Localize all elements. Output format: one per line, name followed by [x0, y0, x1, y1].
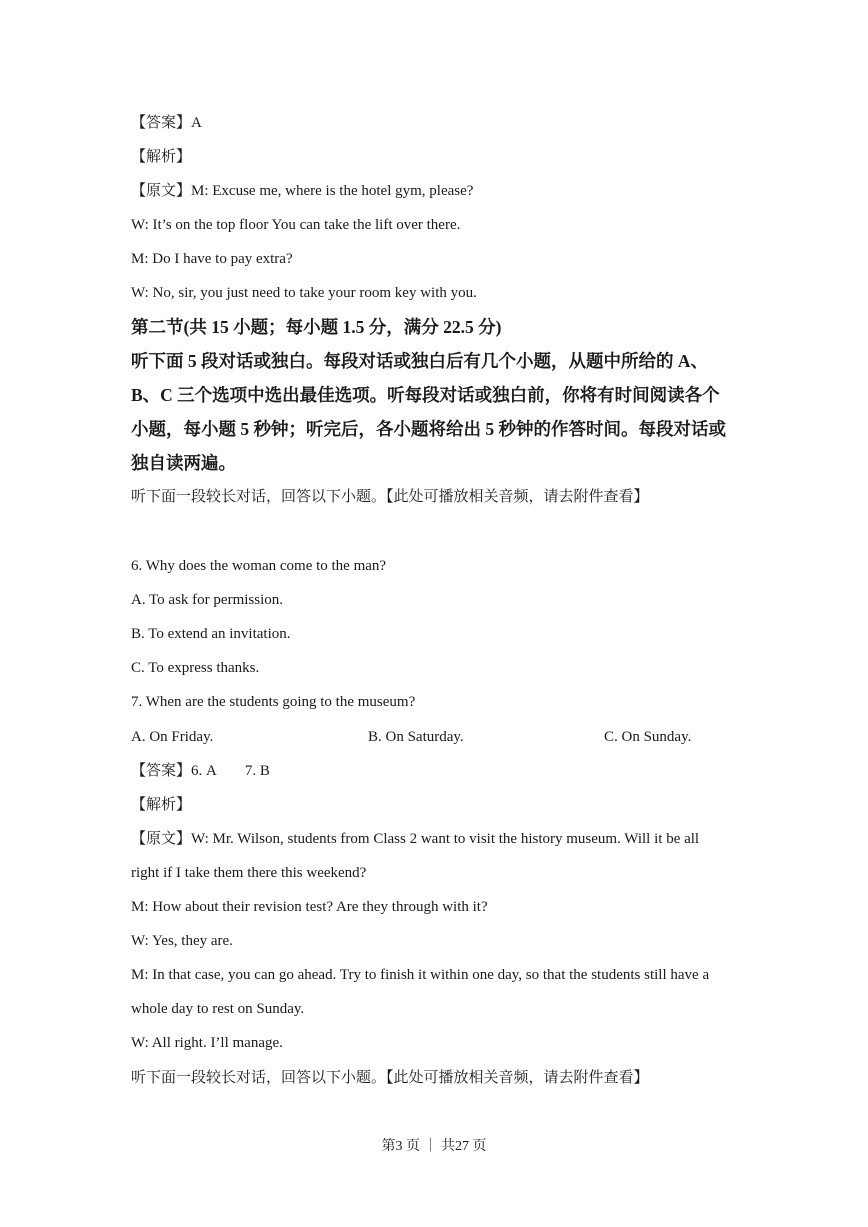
q67-transcript-line: right if I take them there this weekend?	[131, 865, 367, 881]
q7-options	[131, 727, 731, 747]
q7-question: 7. When are the students going to the museum?	[131, 694, 416, 710]
page-footer: 第3 页 ｜ 共27 页	[381, 1139, 487, 1154]
q67-transcript-line	[131, 829, 699, 849]
answer-7: 7. B	[244, 763, 270, 779]
q5-transcript-line: W: No, sir, you just need to take your room key with you.	[131, 285, 477, 301]
section-instructions-line: 小题，每小题 5 秒钟；听完后，各小题将给出 5 秒钟的作答时间。每段对话或	[131, 419, 726, 439]
transcript-text: W: Mr. Wilson, students from Class 2 want to visit the history museum. Will it be all	[191, 831, 700, 847]
q67-transcript-line: whole day to rest on Sunday.	[131, 1001, 305, 1017]
q7-option-c: C. On Sunday.	[604, 729, 692, 745]
section-instructions-line: B、C 三个选项中选出最佳选项。听每段对话或独白前，你将有时间阅读各个	[131, 385, 720, 405]
q67-transcript-line: M: In that case, you can go ahead. Try to finish it within one day, so that the students still have a	[131, 967, 710, 983]
q5-transcript-line	[131, 181, 473, 201]
q6-question: 6. Why does the woman come to the man?	[131, 558, 387, 574]
section-heading: 第二节(共 15 小题；每小题 1.5 分，满分 22.5 分)	[131, 317, 502, 337]
q6-option-a: A. To ask for permission.	[131, 592, 283, 608]
q67-transcript-line: W: All right. I’ll manage.	[131, 1035, 283, 1051]
q7-option-a: A. On Friday.	[131, 729, 214, 745]
q67-transcript-line: M: How about their revision test? Are they through with it?	[131, 899, 488, 915]
q67-analysis-label: 【解析】	[131, 797, 192, 813]
q5-answer	[131, 113, 202, 133]
section-instructions-line: 听下面 5 段对话或独白。每段对话或独白后有几个小题，从题中所给的 A、	[131, 351, 709, 371]
listen-prompt: 听下面一段较长对话，回答以下小题。【此处可播放相关音频，请去附件查看】	[131, 1070, 649, 1086]
transcript-label: 【原文】	[131, 831, 192, 847]
listen-prompt: 听下面一段较长对话，回答以下小题。【此处可播放相关音频，请去附件查看】	[131, 489, 649, 505]
answer-value: A	[191, 115, 202, 131]
q7-option-b: B. On Saturday.	[368, 729, 464, 745]
transcript-label: 【原文】	[131, 183, 192, 199]
section-instructions-line: 独自读两遍。	[131, 453, 236, 473]
q5-analysis-label: 【解析】	[131, 149, 192, 165]
answer-label: 【答案】	[131, 115, 192, 131]
q5-transcript-line: W: It’s on the top floor You can take the lift over there.	[131, 217, 461, 233]
q5-transcript-line: M: Do I have to pay extra?	[131, 251, 293, 267]
answer-label: 【答案】	[131, 763, 192, 779]
q6-option-b: B. To extend an invitation.	[131, 626, 291, 642]
answer-6: 6. A	[191, 763, 217, 779]
transcript-text: M: Excuse me, where is the hotel gym, please?	[191, 183, 474, 199]
q6-option-c: C. To express thanks.	[131, 660, 260, 676]
q67-answer	[131, 761, 270, 781]
q67-transcript-line: W: Yes, they are.	[131, 933, 233, 949]
